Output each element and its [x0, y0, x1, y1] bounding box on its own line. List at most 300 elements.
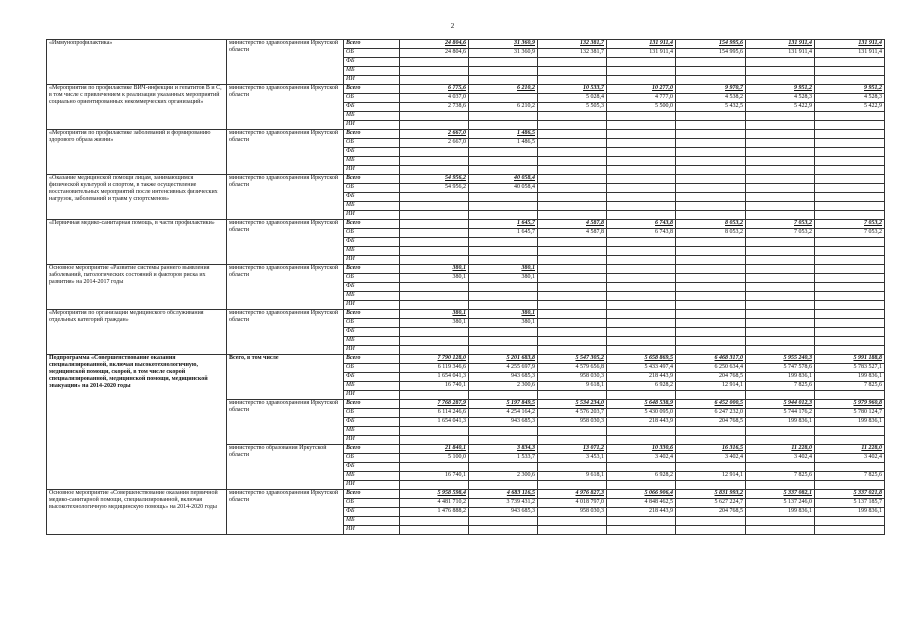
- amount-cell: [815, 256, 885, 265]
- amount-cell: [538, 193, 607, 202]
- amount-cell: [676, 337, 746, 346]
- amount-cell: 13 071,2: [538, 445, 607, 454]
- amount-cell: [469, 112, 538, 121]
- measure-name: «Первичная медико-санитарная помощь, в части профилактики»: [47, 220, 227, 265]
- amount-cell: [815, 76, 885, 85]
- amount-cell: 4 037,0: [400, 94, 469, 103]
- amount-cell: 6 468 317,0: [676, 355, 746, 364]
- amount-cell: 131 911,4: [607, 49, 676, 58]
- funding-source: ОБ: [344, 49, 400, 58]
- amount-cell: [538, 202, 607, 211]
- funding-source: ИИ: [344, 166, 400, 175]
- amount-cell: [538, 328, 607, 337]
- funding-source: ИИ: [344, 301, 400, 310]
- executor-name: министерство здравоохранения Иркутской области: [227, 310, 344, 355]
- amount-cell: 5 137 246,0: [746, 499, 815, 508]
- funding-source: МБ: [344, 112, 400, 121]
- amount-cell: 5 337 021,8: [815, 490, 885, 499]
- table-row: [47, 130, 885, 139]
- amount-cell: 5 201 683,8: [469, 355, 538, 364]
- measure-name: «Мероприятия по профилактике заболеваний и формированию здорового образа жизни»: [47, 130, 227, 175]
- amount-cell: [607, 292, 676, 301]
- amount-cell: [746, 148, 815, 157]
- amount-cell: [400, 517, 469, 526]
- amount-cell: [607, 148, 676, 157]
- amount-cell: 5 433 497,4: [607, 364, 676, 373]
- funding-source: ОБ: [344, 364, 400, 373]
- amount-cell: [538, 112, 607, 121]
- amount-cell: [815, 58, 885, 67]
- table-row: [47, 265, 885, 274]
- amount-cell: 3 834,3: [469, 445, 538, 454]
- amount-cell: [607, 328, 676, 337]
- amount-cell: [538, 148, 607, 157]
- amount-cell: [815, 427, 885, 436]
- amount-cell: [469, 193, 538, 202]
- amount-cell: [676, 139, 746, 148]
- amount-cell: 16 740,1: [400, 472, 469, 481]
- amount-cell: 5 783 527,1: [815, 364, 885, 373]
- amount-cell: [607, 76, 676, 85]
- executor-name: Всего, в том числе: [227, 355, 344, 400]
- amount-cell: 24 804,6: [400, 49, 469, 58]
- amount-cell: [746, 202, 815, 211]
- amount-cell: 5 137 185,7: [815, 499, 885, 508]
- amount-cell: 5 500,0: [607, 103, 676, 112]
- amount-cell: 11 228,0: [746, 445, 815, 454]
- amount-cell: 2 667,0: [400, 139, 469, 148]
- amount-cell: 12 914,1: [676, 472, 746, 481]
- amount-cell: 4 576 203,7: [538, 409, 607, 418]
- amount-cell: 40 058,4: [469, 184, 538, 193]
- amount-cell: [815, 310, 885, 319]
- amount-cell: 5 747 578,6: [746, 364, 815, 373]
- amount-cell: [676, 166, 746, 175]
- amount-cell: [676, 346, 746, 355]
- executor-name: министерство здравоохранения Иркутской области: [227, 220, 344, 265]
- amount-cell: [538, 463, 607, 472]
- amount-cell: [538, 166, 607, 175]
- funding-source: ИИ: [344, 121, 400, 130]
- amount-cell: [746, 436, 815, 445]
- amount-cell: [469, 76, 538, 85]
- measure-name: «Мероприятия по организации медицинского обслуживания отдельных категорий граждан»: [47, 310, 227, 355]
- amount-cell: 154 995,6: [676, 49, 746, 58]
- amount-cell: [607, 202, 676, 211]
- amount-cell: 31 360,9: [469, 49, 538, 58]
- amount-cell: 6 928,2: [607, 472, 676, 481]
- amount-cell: 204 768,5: [676, 373, 746, 382]
- amount-cell: [746, 328, 815, 337]
- amount-cell: [676, 310, 746, 319]
- amount-cell: 24 804,6: [400, 40, 469, 49]
- funding-source: ФБ: [344, 283, 400, 292]
- funding-source: ФБ: [344, 193, 400, 202]
- amount-cell: 7 825,6: [815, 472, 885, 481]
- amount-cell: [538, 121, 607, 130]
- amount-cell: 5 648 538,9: [607, 400, 676, 409]
- funding-source: МБ: [344, 202, 400, 211]
- amount-cell: [400, 463, 469, 472]
- amount-cell: [469, 517, 538, 526]
- amount-cell: 7 825,6: [746, 472, 815, 481]
- amount-cell: 6 928,2: [607, 382, 676, 391]
- amount-cell: 5 780 124,7: [815, 409, 885, 418]
- amount-cell: [815, 247, 885, 256]
- amount-cell: [469, 58, 538, 67]
- amount-cell: [400, 193, 469, 202]
- amount-cell: 7 825,6: [815, 382, 885, 391]
- amount-cell: 2 300,6: [469, 382, 538, 391]
- table-row: [47, 355, 885, 364]
- amount-cell: 6 743,8: [607, 229, 676, 238]
- funding-source: ИИ: [344, 526, 400, 535]
- amount-cell: [400, 283, 469, 292]
- amount-cell: 131 911,4: [815, 40, 885, 49]
- amount-cell: [538, 247, 607, 256]
- amount-cell: [676, 67, 746, 76]
- amount-cell: 131 911,4: [607, 40, 676, 49]
- amount-cell: 6 114 246,6: [400, 409, 469, 418]
- amount-cell: [538, 76, 607, 85]
- amount-cell: [400, 526, 469, 535]
- amount-cell: [607, 391, 676, 400]
- amount-cell: [746, 274, 815, 283]
- funding-source: Всего: [344, 400, 400, 409]
- amount-cell: 943 685,3: [469, 373, 538, 382]
- funding-source: Всего: [344, 175, 400, 184]
- amount-cell: 7 053,2: [815, 220, 885, 229]
- amount-cell: 1 476 888,2: [400, 508, 469, 517]
- amount-cell: [400, 256, 469, 265]
- funding-source: МБ: [344, 427, 400, 436]
- amount-cell: [815, 121, 885, 130]
- amount-cell: [676, 202, 746, 211]
- amount-cell: 380,1: [469, 265, 538, 274]
- amount-cell: [676, 517, 746, 526]
- amount-cell: [676, 76, 746, 85]
- funding-source: ИИ: [344, 256, 400, 265]
- amount-cell: [538, 157, 607, 166]
- amount-cell: [400, 211, 469, 220]
- amount-cell: [815, 301, 885, 310]
- measure-name: «Оказание медицинской помощи лицам, занимающимся физической культурой и спортом, в также осуществление восстановительных мероприятий после интенсивных физических нагрузок, заболеваний и травм у спортсменов»: [47, 175, 227, 220]
- amount-cell: [676, 526, 746, 535]
- amount-cell: [746, 157, 815, 166]
- amount-cell: 54 956,2: [400, 175, 469, 184]
- amount-cell: [746, 310, 815, 319]
- amount-cell: [746, 391, 815, 400]
- amount-cell: [607, 526, 676, 535]
- amount-cell: 5 432,5: [676, 103, 746, 112]
- amount-cell: 6 210,2: [469, 103, 538, 112]
- funding-source: ФБ: [344, 328, 400, 337]
- amount-cell: [607, 481, 676, 490]
- amount-cell: 4 255 697,9: [469, 364, 538, 373]
- amount-cell: [469, 121, 538, 130]
- amount-cell: [469, 436, 538, 445]
- amount-cell: 2 738,6: [400, 103, 469, 112]
- funding-source: ОБ: [344, 139, 400, 148]
- amount-cell: [400, 148, 469, 157]
- amount-cell: [746, 256, 815, 265]
- amount-cell: [400, 391, 469, 400]
- amount-cell: 4 018 797,0: [538, 499, 607, 508]
- amount-cell: [469, 301, 538, 310]
- amount-cell: [815, 463, 885, 472]
- amount-cell: [400, 76, 469, 85]
- amount-cell: [815, 238, 885, 247]
- amount-cell: [469, 157, 538, 166]
- table-row: [47, 40, 885, 49]
- amount-cell: [607, 58, 676, 67]
- amount-cell: [538, 481, 607, 490]
- amount-cell: 199 836,1: [815, 508, 885, 517]
- amount-cell: [676, 265, 746, 274]
- amount-cell: [400, 346, 469, 355]
- amount-cell: 2 300,6: [469, 472, 538, 481]
- amount-cell: 1 654 041,3: [400, 418, 469, 427]
- amount-cell: [746, 346, 815, 355]
- amount-cell: 6 247 232,0: [676, 409, 746, 418]
- amount-cell: [607, 139, 676, 148]
- amount-cell: 380,1: [400, 274, 469, 283]
- amount-cell: [607, 337, 676, 346]
- amount-cell: [469, 256, 538, 265]
- amount-cell: [676, 463, 746, 472]
- amount-cell: 4 254 164,2: [469, 409, 538, 418]
- amount-cell: [746, 175, 815, 184]
- executor-name: министерство здравоохранения Иркутской области: [227, 40, 344, 85]
- amount-cell: 9 618,1: [538, 382, 607, 391]
- amount-cell: 6 119 346,6: [400, 364, 469, 373]
- amount-cell: [469, 427, 538, 436]
- amount-cell: [538, 436, 607, 445]
- amount-cell: 8 053,2: [676, 220, 746, 229]
- measure-name: Основное мероприятие «Совершенствование оказания первичной медико-санитарной помощи, специализированной, включая высокотехнологичную медицинскую помощь» на 2014-2020 годы: [47, 490, 227, 535]
- amount-cell: 199 836,1: [746, 508, 815, 517]
- amount-cell: 199 836,1: [815, 418, 885, 427]
- amount-cell: [746, 112, 815, 121]
- amount-cell: [469, 346, 538, 355]
- amount-cell: [746, 76, 815, 85]
- amount-cell: 4 683 116,5: [469, 490, 538, 499]
- amount-cell: [607, 427, 676, 436]
- amount-cell: [676, 238, 746, 247]
- executor-name: министерство здравоохранения Иркутской области: [227, 490, 344, 535]
- amount-cell: [607, 247, 676, 256]
- amount-cell: [815, 67, 885, 76]
- amount-cell: 1 645,7: [469, 220, 538, 229]
- amount-cell: [400, 328, 469, 337]
- amount-cell: 943 685,3: [469, 508, 538, 517]
- amount-cell: 380,1: [400, 265, 469, 274]
- amount-cell: [400, 337, 469, 346]
- funding-source: Всего: [344, 355, 400, 364]
- amount-cell: [607, 283, 676, 292]
- amount-cell: 199 836,1: [746, 418, 815, 427]
- executor-name: министерство образования Иркутской области: [227, 445, 344, 490]
- amount-cell: [607, 274, 676, 283]
- amount-cell: [538, 265, 607, 274]
- amount-cell: [400, 112, 469, 121]
- amount-cell: [746, 58, 815, 67]
- amount-cell: 131 911,4: [746, 40, 815, 49]
- amount-cell: 6 743,8: [607, 220, 676, 229]
- executor-name: министерство здравоохранения Иркутской области: [227, 85, 344, 130]
- amount-cell: [676, 436, 746, 445]
- amount-cell: 380,1: [400, 310, 469, 319]
- amount-cell: [676, 247, 746, 256]
- amount-cell: 10 277,0: [607, 85, 676, 94]
- amount-cell: [607, 67, 676, 76]
- amount-cell: [607, 256, 676, 265]
- amount-cell: [746, 265, 815, 274]
- amount-cell: [469, 148, 538, 157]
- amount-cell: 218 443,9: [607, 508, 676, 517]
- executor-name: министерство здравоохранения Иркутской области: [227, 265, 344, 310]
- amount-cell: [607, 346, 676, 355]
- funding-source: ИИ: [344, 346, 400, 355]
- amount-cell: [400, 481, 469, 490]
- amount-cell: [538, 310, 607, 319]
- amount-cell: 16 316,5: [676, 445, 746, 454]
- amount-cell: [815, 265, 885, 274]
- measure-name: «Мероприятия по профилактике ВИЧ-инфекции и гепатитов В и С, в том числе с привлечением к реализации указанных мероприятий социально ориентированных некоммерческих организаций»: [47, 85, 227, 130]
- amount-cell: [746, 517, 815, 526]
- amount-cell: 958 030,3: [538, 418, 607, 427]
- funding-source: ИИ: [344, 211, 400, 220]
- amount-cell: [607, 166, 676, 175]
- amount-cell: 380,1: [469, 310, 538, 319]
- executor-name: министерство здравоохранения Иркутской области: [227, 400, 344, 445]
- amount-cell: 3 402,4: [815, 454, 885, 463]
- amount-cell: 3 453,1: [538, 454, 607, 463]
- table-row: [47, 490, 885, 499]
- funding-source: Всего: [344, 130, 400, 139]
- amount-cell: [538, 211, 607, 220]
- amount-cell: 40 058,4: [469, 175, 538, 184]
- amount-cell: 132 381,7: [538, 49, 607, 58]
- amount-cell: [469, 526, 538, 535]
- amount-cell: 5 337 082,1: [746, 490, 815, 499]
- funding-source: ИИ: [344, 391, 400, 400]
- amount-cell: 5 197 849,5: [469, 400, 538, 409]
- amount-cell: 218 443,9: [607, 373, 676, 382]
- amount-cell: [815, 166, 885, 175]
- amount-cell: [469, 463, 538, 472]
- amount-cell: 5 422,9: [746, 103, 815, 112]
- amount-cell: [815, 481, 885, 490]
- measure-name: «Иммунопрофилактика»: [47, 40, 227, 85]
- amount-cell: 6 452 000,5: [676, 400, 746, 409]
- amount-cell: 5 744 176,2: [746, 409, 815, 418]
- amount-cell: [746, 211, 815, 220]
- amount-cell: 7 790 128,0: [400, 355, 469, 364]
- amount-cell: [676, 157, 746, 166]
- funding-source: ОБ: [344, 229, 400, 238]
- amount-cell: 5 944 012,3: [746, 400, 815, 409]
- amount-cell: [469, 481, 538, 490]
- amount-cell: 4 777,0: [607, 94, 676, 103]
- amount-cell: [676, 328, 746, 337]
- amount-cell: [538, 184, 607, 193]
- amount-cell: 8 053,2: [676, 229, 746, 238]
- amount-cell: [538, 256, 607, 265]
- amount-cell: [538, 427, 607, 436]
- amount-cell: [538, 175, 607, 184]
- amount-cell: 9 970,7: [676, 85, 746, 94]
- amount-cell: [746, 193, 815, 202]
- amount-cell: [815, 130, 885, 139]
- amount-cell: 6 210,2: [469, 85, 538, 94]
- funding-source: ИИ: [344, 76, 400, 85]
- amount-cell: [607, 265, 676, 274]
- amount-cell: [469, 247, 538, 256]
- amount-cell: [746, 292, 815, 301]
- amount-cell: [469, 328, 538, 337]
- amount-cell: 4 976 827,3: [538, 490, 607, 499]
- amount-cell: [746, 166, 815, 175]
- amount-cell: [400, 202, 469, 211]
- funding-source: ФБ: [344, 508, 400, 517]
- amount-cell: [676, 184, 746, 193]
- amount-cell: 154 995,6: [676, 40, 746, 49]
- amount-cell: [676, 301, 746, 310]
- amount-cell: 9 951,2: [746, 85, 815, 94]
- amount-cell: [538, 526, 607, 535]
- amount-cell: [538, 319, 607, 328]
- amount-cell: [815, 193, 885, 202]
- amount-cell: [746, 67, 815, 76]
- amount-cell: [607, 112, 676, 121]
- amount-cell: [538, 283, 607, 292]
- amount-cell: [746, 319, 815, 328]
- amount-cell: [538, 130, 607, 139]
- amount-cell: [607, 175, 676, 184]
- amount-cell: [746, 121, 815, 130]
- amount-cell: [607, 463, 676, 472]
- amount-cell: 131 911,4: [746, 49, 815, 58]
- amount-cell: [469, 283, 538, 292]
- amount-cell: [815, 148, 885, 157]
- funding-source: ОБ: [344, 94, 400, 103]
- amount-cell: [607, 310, 676, 319]
- funding-source: МБ: [344, 292, 400, 301]
- amount-cell: 11 228,0: [815, 445, 885, 454]
- funding-source: ОБ: [344, 454, 400, 463]
- amount-cell: 199 836,1: [746, 373, 815, 382]
- amount-cell: 5 958 598,4: [400, 490, 469, 499]
- measure-name: Основное мероприятие «Развитие системы раннего выявления заболеваний, патологических состояний и факторов риска их развития» на 2014-2017 годы: [47, 265, 227, 310]
- table-row: [47, 220, 885, 229]
- amount-cell: 3 402,4: [746, 454, 815, 463]
- amount-cell: 218 443,9: [607, 418, 676, 427]
- amount-cell: [400, 166, 469, 175]
- funding-source: ИИ: [344, 481, 400, 490]
- funding-source: Всего: [344, 40, 400, 49]
- amount-cell: [538, 292, 607, 301]
- amount-cell: 10 330,6: [607, 445, 676, 454]
- funding-source: МБ: [344, 247, 400, 256]
- amount-cell: 204 768,5: [676, 508, 746, 517]
- amount-cell: [607, 238, 676, 247]
- amount-cell: [676, 58, 746, 67]
- amount-cell: 54 956,2: [400, 184, 469, 193]
- amount-cell: 380,1: [400, 319, 469, 328]
- amount-cell: [815, 184, 885, 193]
- amount-cell: [746, 301, 815, 310]
